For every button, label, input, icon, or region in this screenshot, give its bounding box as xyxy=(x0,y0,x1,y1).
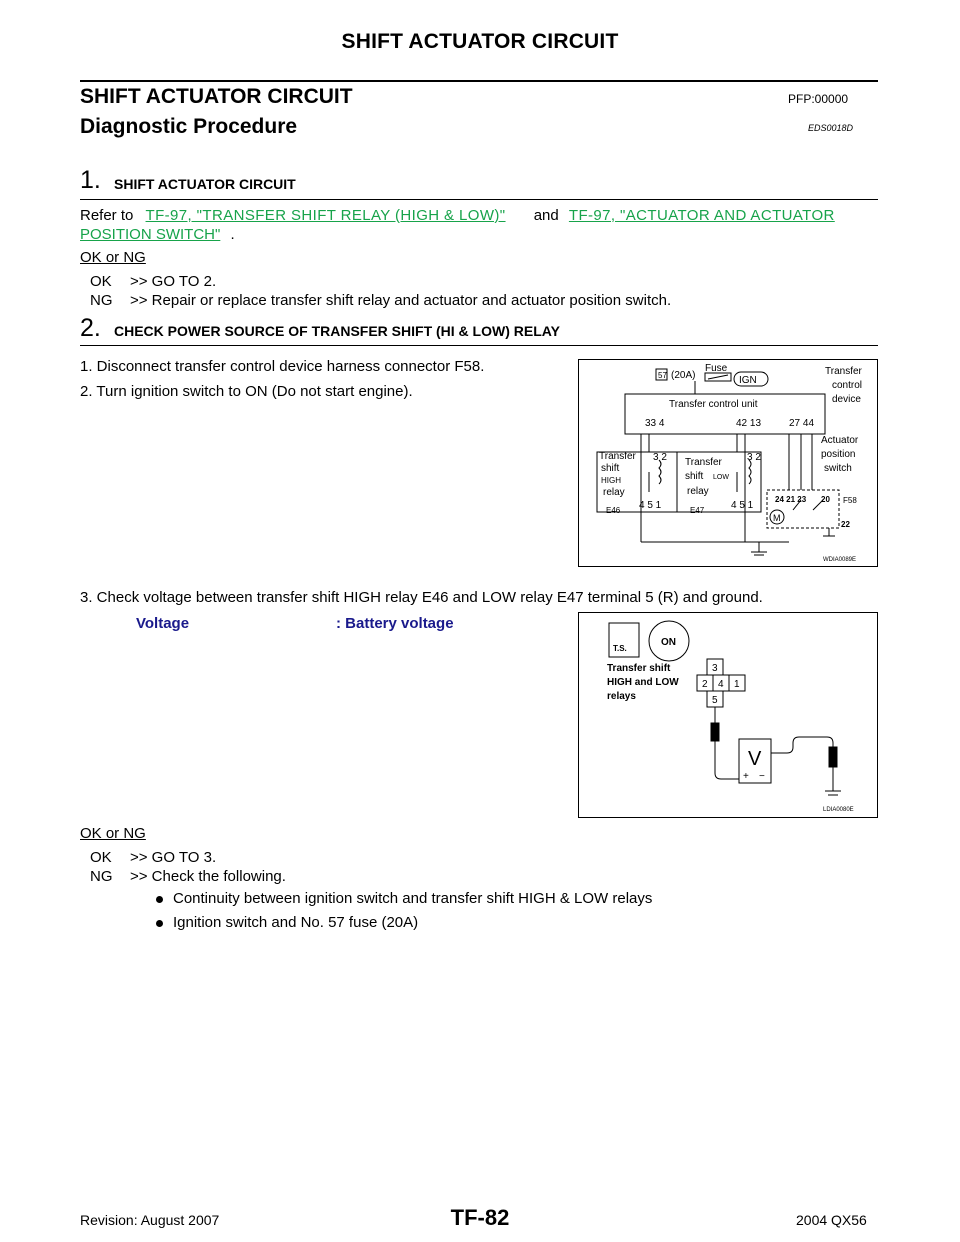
header-rule xyxy=(80,80,878,82)
pin-1: 1 xyxy=(734,679,740,690)
step1-ng-action: >> Repair or replace transfer shift relay and actuator and actuator position switch. xyxy=(130,292,672,309)
high-relay-top-pins: 3 2 xyxy=(653,452,667,463)
wiring-diagram xyxy=(579,360,877,566)
step2-item2: 2. Turn ignition switch to ON (Do not start engine). xyxy=(80,383,413,400)
plus-label: + xyxy=(743,771,749,782)
pin-3: 3 xyxy=(712,663,718,674)
pin-2: 2 xyxy=(702,679,708,690)
voltage-check-diagram xyxy=(579,613,877,817)
step1-title: SHIFT ACTUATOR CIRCUIT xyxy=(114,176,296,192)
step1-ok-action: >> GO TO 2. xyxy=(130,273,217,290)
section-title: SHIFT ACTUATOR CIRCUIT xyxy=(80,85,353,108)
fuse-number: 57 xyxy=(658,371,667,380)
high-relay-line1: Transfer xyxy=(599,451,636,462)
step2-number: 2. xyxy=(80,314,101,342)
high-relay-line4: relay xyxy=(603,487,625,498)
step2-ok-or-ng: OK or NG xyxy=(80,825,146,842)
subsection-title: Diagnostic Procedure xyxy=(80,115,298,138)
low-relay-line2: shift xyxy=(685,471,704,482)
bullet-dot xyxy=(156,920,163,927)
page-header-title: SHIFT ACTUATOR CIRCUIT xyxy=(341,30,619,53)
step2-item3: 3. Check voltage between transfer shift HIGH relay E46 and LOW relay E47 terminal 5 (R) and ground. xyxy=(80,589,763,606)
on-label: ON xyxy=(661,637,676,648)
footer-page-number: TF-82 xyxy=(450,1205,510,1230)
conn-e47: E47 xyxy=(690,506,705,515)
step1-ok-or-ng: OK or NG xyxy=(80,249,146,266)
link-actuator-part2[interactable]: POSITION SWITCH" xyxy=(80,226,221,243)
step1-rule xyxy=(80,199,878,200)
low-relay-line3: LOW xyxy=(713,474,729,481)
bullet-dot xyxy=(156,896,163,903)
pin-5: 5 xyxy=(712,695,718,706)
minus-label: − xyxy=(759,771,765,782)
low-relay-top-pins: 3 2 xyxy=(747,452,761,463)
step2-ok-label: OK xyxy=(90,849,112,866)
low-relay-coil xyxy=(749,460,751,484)
relay-label-line3: relays xyxy=(607,691,636,702)
high-relay-line2: shift xyxy=(601,463,620,474)
spec-label: Voltage xyxy=(136,615,190,632)
actuator-line2: position xyxy=(821,449,856,460)
figure2-code: LDIA0080E xyxy=(823,807,854,813)
step1-ng-label: NG xyxy=(90,292,113,309)
actuator-line3: switch xyxy=(824,463,852,474)
low-relay-line4: relay xyxy=(687,486,709,497)
refer-and: and xyxy=(533,207,559,224)
pin-4: 4 xyxy=(718,679,724,690)
step1-ok-label: OK xyxy=(90,273,112,290)
bullet-text: Ignition switch and No. 57 fuse (20A) xyxy=(173,914,419,931)
tcu-label: Transfer control unit xyxy=(669,399,758,410)
footer-model: 2004 QX56 xyxy=(796,1212,867,1228)
figure1-code: WDIA0089E xyxy=(823,557,857,563)
device-line2: control xyxy=(832,380,863,391)
high-relay-bottom-pins: 4 5 1 xyxy=(639,500,662,511)
device-pin-22: 22 xyxy=(841,520,850,529)
step1-refer-line2 xyxy=(80,226,235,243)
step2-ok-action: >> GO TO 3. xyxy=(130,849,217,866)
voltage-check-figure xyxy=(578,612,878,818)
step2-ng-label: NG xyxy=(90,868,113,885)
ign-label: IGN xyxy=(739,375,757,386)
low-relay-bottom-pins: 4 5 1 xyxy=(731,500,754,511)
probe-negative xyxy=(829,747,837,767)
voltmeter-label: V xyxy=(748,748,762,770)
refer-prefix: Refer to xyxy=(80,207,134,224)
step2-item1: 1. Disconnect transfer control device harness connector F58. xyxy=(80,358,485,375)
device-pin-20: 20 xyxy=(821,495,830,504)
conn-f58: F58 xyxy=(843,496,857,505)
link-transfer-shift-relay[interactable]: TF-97, "TRANSFER SHIFT RELAY (HIGH & LOW)" xyxy=(145,207,506,224)
footer-revision: Revision: August 2007 xyxy=(80,1212,220,1228)
low-relay-line1: Transfer xyxy=(685,457,722,468)
tcu-pins-left: 33 4 xyxy=(645,418,665,429)
subsection-code: EDS0018D xyxy=(808,123,854,133)
device-line1: Transfer xyxy=(825,366,862,377)
device-line3: device xyxy=(832,394,861,405)
refer-period: . xyxy=(230,226,235,243)
step1-refer xyxy=(80,207,880,224)
ts-label: T.S. xyxy=(613,644,627,653)
motor-label: M xyxy=(773,513,781,523)
step2-rule xyxy=(80,345,878,346)
wiring-diagram-figure xyxy=(578,359,878,567)
actuator-line1: Actuator xyxy=(821,435,859,446)
probe-positive xyxy=(711,723,719,741)
link-actuator-part1[interactable]: TF-97, "ACTUATOR AND ACTUATOR xyxy=(568,207,835,224)
conn-e46: E46 xyxy=(606,506,621,515)
step1-number: 1. xyxy=(80,166,101,194)
tcu-pins-right: 27 44 xyxy=(789,418,815,429)
step2-bullet-2 xyxy=(156,914,418,931)
tcu-pins-mid: 42 13 xyxy=(736,418,762,429)
high-relay-coil xyxy=(659,460,661,484)
step2-bullet-1 xyxy=(156,890,652,907)
step2-ng-action: >> Check the following. xyxy=(130,868,286,885)
section-code: PFP:00000 xyxy=(788,92,849,106)
fuse-amp: (20A) xyxy=(671,370,696,381)
relay-label-line1: Transfer shift xyxy=(607,663,671,674)
fuse-label: Fuse xyxy=(705,363,728,374)
relay-label-line2: HIGH and LOW xyxy=(607,677,679,688)
high-relay-line3: HIGH xyxy=(601,476,621,485)
spec-value: : Battery voltage xyxy=(336,615,454,632)
step2-title: CHECK POWER SOURCE OF TRANSFER SHIFT (HI & LOW) RELAY xyxy=(114,323,560,339)
device-pins: 24 21 23 xyxy=(775,495,807,504)
bullet-text: Continuity between ignition switch and transfer shift HIGH & LOW relays xyxy=(173,890,653,907)
